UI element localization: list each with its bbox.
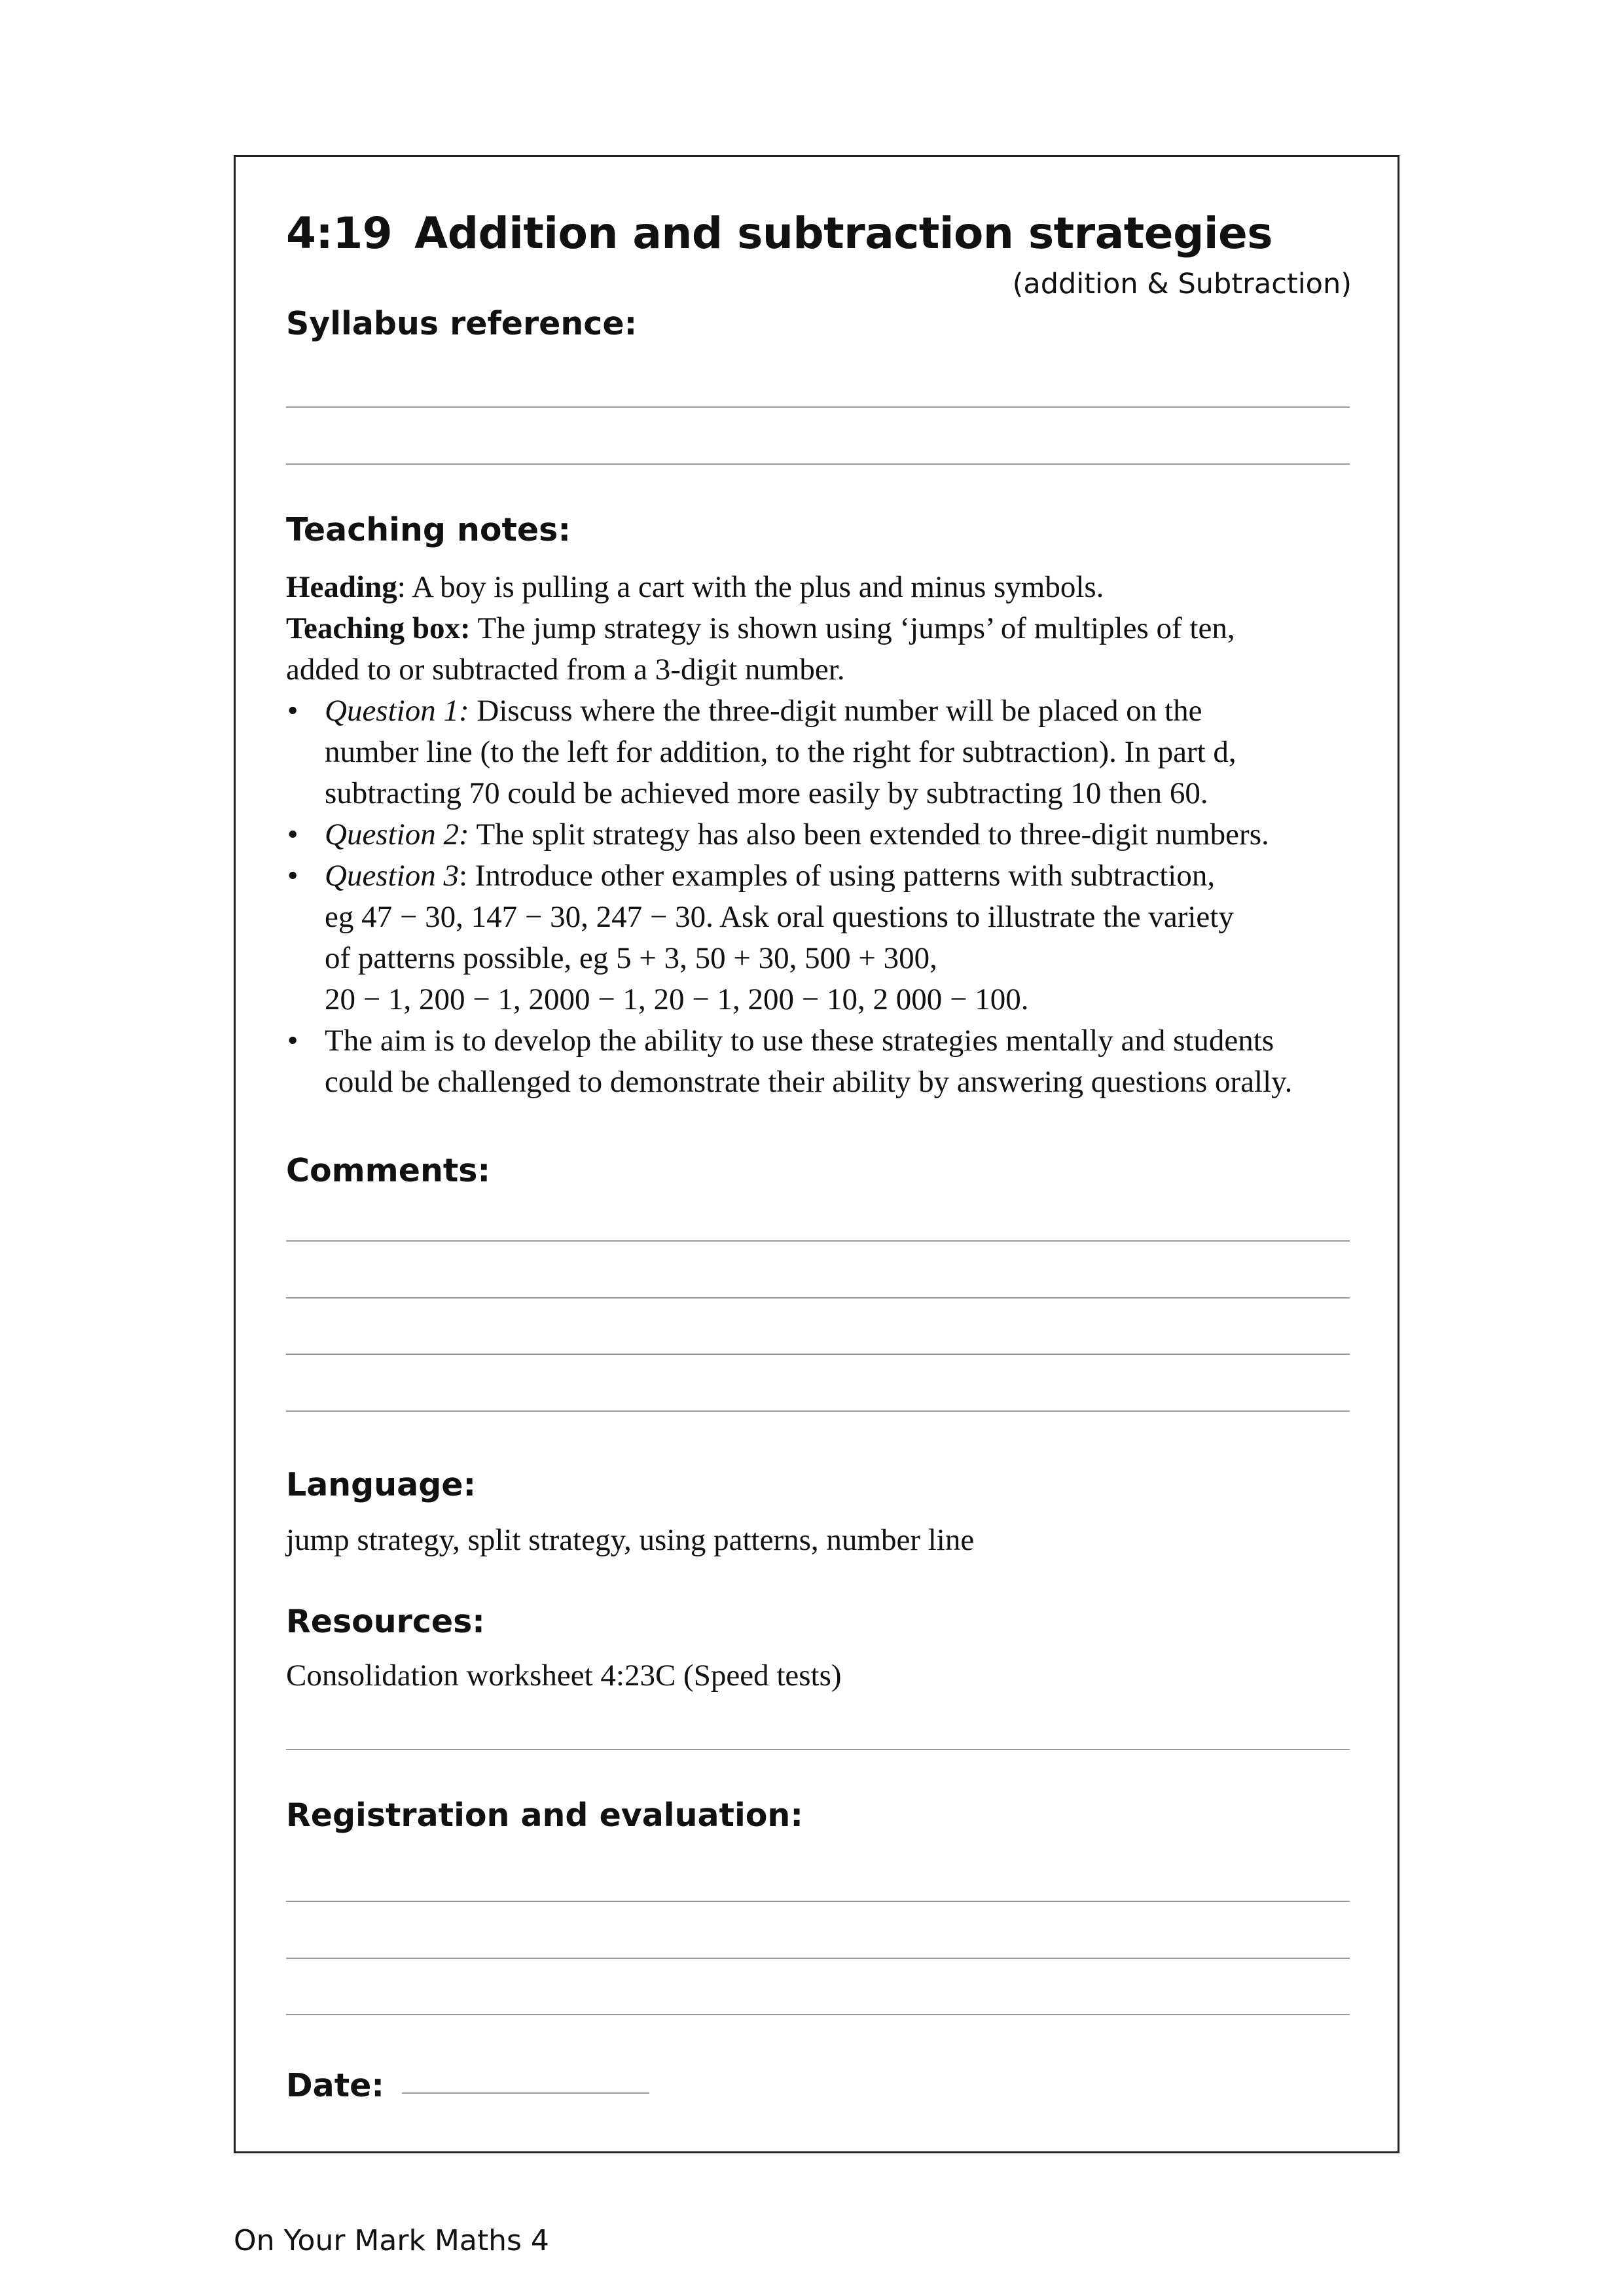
- notes-list: [286, 691, 1360, 1103]
- teaching-box-term: Teaching box:: [286, 611, 471, 645]
- bullet-icon: •: [287, 859, 298, 893]
- question-1-line-1: Discuss where the three-digit number will be placed on the: [469, 694, 1202, 728]
- syllabus-writing-line-2[interactable]: [286, 463, 1350, 465]
- question-2-text: The split strategy has also been extended to three-digit numbers.: [469, 817, 1269, 852]
- list-item: [286, 691, 1360, 814]
- aim-line-2: could be challenged to demonstrate their ability by answering questions orally.: [325, 1065, 1293, 1099]
- comments-writing-line-4[interactable]: [286, 1410, 1350, 1412]
- lesson-title-text: Addition and subtraction strategies: [414, 208, 1272, 259]
- resources-writing-line[interactable]: [286, 1749, 1350, 1750]
- list-item: [286, 1020, 1360, 1103]
- teaching-box-note: [286, 608, 1360, 691]
- question-1-line-2: number line (to the left for addition, to the right for subtraction). In part d,: [325, 735, 1236, 769]
- question-3-line-2: eg 47 − 30, 147 − 30, 247 − 30. Ask oral questions to illustrate the variety: [325, 900, 1234, 934]
- lesson-strand: (addition & Subtraction): [1012, 268, 1352, 300]
- teaching-box-text-2: added to or subtracted from a 3-digit number.: [286, 653, 845, 687]
- teaching-notes-body: [286, 567, 1360, 1103]
- registration-writing-line-3[interactable]: [286, 2014, 1350, 2015]
- question-3-line-4: 20 − 1, 200 − 1, 2000 − 1, 20 − 1, 200 − 10, 2 000 − 100.: [325, 982, 1029, 1016]
- heading-text: : A boy is pulling a cart with the plus and minus symbols.: [397, 570, 1104, 604]
- resources-text: Consolidation worksheet 4:23C (Speed tests): [286, 1659, 842, 1693]
- question-1-line-3: subtracting 70 could be achieved more easily by subtracting 10 then 60.: [325, 776, 1208, 810]
- comments-writing-line-3[interactable]: [286, 1354, 1350, 1355]
- teaching-notes-label: Teaching notes:: [286, 511, 571, 548]
- question-2-term: Question 2:: [325, 817, 469, 852]
- date-writing-line[interactable]: [402, 2092, 649, 2094]
- comments-writing-line-2[interactable]: [286, 1297, 1350, 1299]
- teaching-box-text-1: The jump strategy is shown using ‘jumps’ of multiples of ten,: [470, 611, 1235, 645]
- registration-writing-line-1[interactable]: [286, 1901, 1350, 1902]
- question-1-term: Question 1:: [325, 694, 469, 728]
- bullet-icon: •: [287, 1024, 298, 1058]
- comments-label: Comments:: [286, 1152, 491, 1189]
- bullet-icon: •: [287, 817, 298, 852]
- question-3-line-3: of patterns possible, eg 5 + 3, 50 + 30, 500 + 300,: [325, 941, 937, 975]
- question-3-term: Question 3: [325, 859, 459, 893]
- registration-label: Registration and evaluation:: [286, 1797, 803, 1834]
- bullet-icon: •: [287, 694, 298, 728]
- registration-writing-line-2[interactable]: [286, 1958, 1350, 1959]
- heading-note: [286, 567, 1360, 608]
- list-item: [286, 855, 1360, 1020]
- resources-label: Resources:: [286, 1603, 485, 1640]
- heading-term: Heading: [286, 570, 397, 604]
- lesson-number: 4:19: [286, 208, 393, 259]
- page-footer: On Your Mark Maths 4: [234, 2224, 549, 2257]
- syllabus-reference-label: Syllabus reference:: [286, 305, 638, 342]
- question-3-line-1: : Introduce other examples of using patterns with subtraction,: [458, 859, 1216, 893]
- date-label: Date:: [286, 2067, 384, 2104]
- lesson-title: [286, 208, 1272, 259]
- aim-line-1: The aim is to develop the ability to use these strategies mentally and students: [325, 1024, 1274, 1058]
- language-label: Language:: [286, 1466, 477, 1503]
- language-text: jump strategy, split strategy, using patterns, number line: [286, 1523, 975, 1557]
- list-item: [286, 814, 1360, 855]
- comments-writing-line-1[interactable]: [286, 1240, 1350, 1242]
- syllabus-writing-line-1[interactable]: [286, 406, 1350, 408]
